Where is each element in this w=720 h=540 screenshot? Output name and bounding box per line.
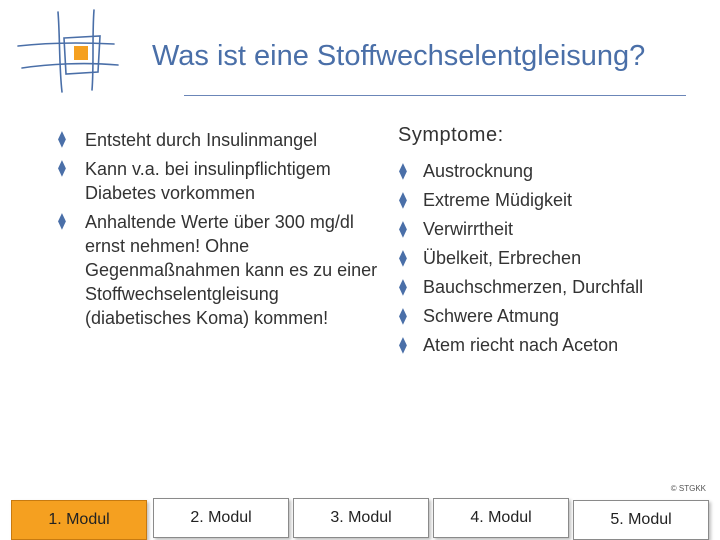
list-item xyxy=(58,210,378,330)
list-item xyxy=(399,302,699,331)
symptom-text: Extreme Müdigkeit xyxy=(423,190,573,210)
symptom-text: Austrocknung xyxy=(423,161,534,181)
info-bullet-list xyxy=(58,128,378,335)
symptom-text: Bauchschmerzen, Durchfall xyxy=(423,277,644,297)
diamond-bullet-icon: ⧫ xyxy=(399,221,407,238)
list-item xyxy=(399,244,699,273)
logo-icon xyxy=(14,6,124,96)
module-1-button[interactable]: 1. Modul xyxy=(11,500,147,540)
symptom-text: Verwirrtheit xyxy=(423,219,514,239)
bullet-text: Kann v.a. bei insulinpflichtigem Diabetes vorkommen xyxy=(85,159,331,203)
list-item xyxy=(58,128,378,152)
diamond-bullet-icon: ⧫ xyxy=(399,192,407,209)
diamond-bullet-icon: ⧫ xyxy=(58,213,66,230)
list-item xyxy=(399,157,699,186)
bullet-text: Entsteht durch Insulinmangel xyxy=(85,130,318,150)
diamond-bullet-icon: ⧫ xyxy=(58,131,66,148)
diamond-bullet-icon: ⧫ xyxy=(58,160,66,177)
diamond-bullet-icon: ⧫ xyxy=(399,308,407,325)
symptom-text: Übelkeit, Erbrechen xyxy=(423,248,582,268)
diamond-bullet-icon: ⧫ xyxy=(399,337,407,354)
title-divider xyxy=(184,95,686,96)
page-title: Was ist eine Stoffwechselentgleisung? xyxy=(152,40,646,72)
symptoms-list xyxy=(399,157,699,360)
diamond-bullet-icon: ⧫ xyxy=(399,250,407,267)
list-item xyxy=(399,186,699,215)
diamond-bullet-icon: ⧫ xyxy=(399,279,407,296)
copyright-notice: © STGKK xyxy=(670,484,706,493)
symptoms-heading: Symptome: xyxy=(398,124,504,146)
module-5-button[interactable]: 5. Modul xyxy=(573,500,709,540)
diamond-bullet-icon: ⧫ xyxy=(399,163,407,180)
module-3-button[interactable]: 3. Modul xyxy=(293,498,429,538)
bullet-text: Anhaltende Werte über 300 mg/dl ernst nehmen! Ohne Gegenmaßnahmen kann es zu einer Stoffwechselentgleisung (diabetisches Koma) kommen! xyxy=(85,212,378,328)
list-item xyxy=(58,157,378,205)
list-item xyxy=(399,331,699,360)
symptom-text: Schwere Atmung xyxy=(423,306,560,326)
list-item xyxy=(399,215,699,244)
symptom-text: Atem riecht nach Aceton xyxy=(423,335,619,355)
module-2-button[interactable]: 2. Modul xyxy=(153,498,289,538)
list-item xyxy=(399,273,699,302)
module-4-button[interactable]: 4. Modul xyxy=(433,498,569,538)
